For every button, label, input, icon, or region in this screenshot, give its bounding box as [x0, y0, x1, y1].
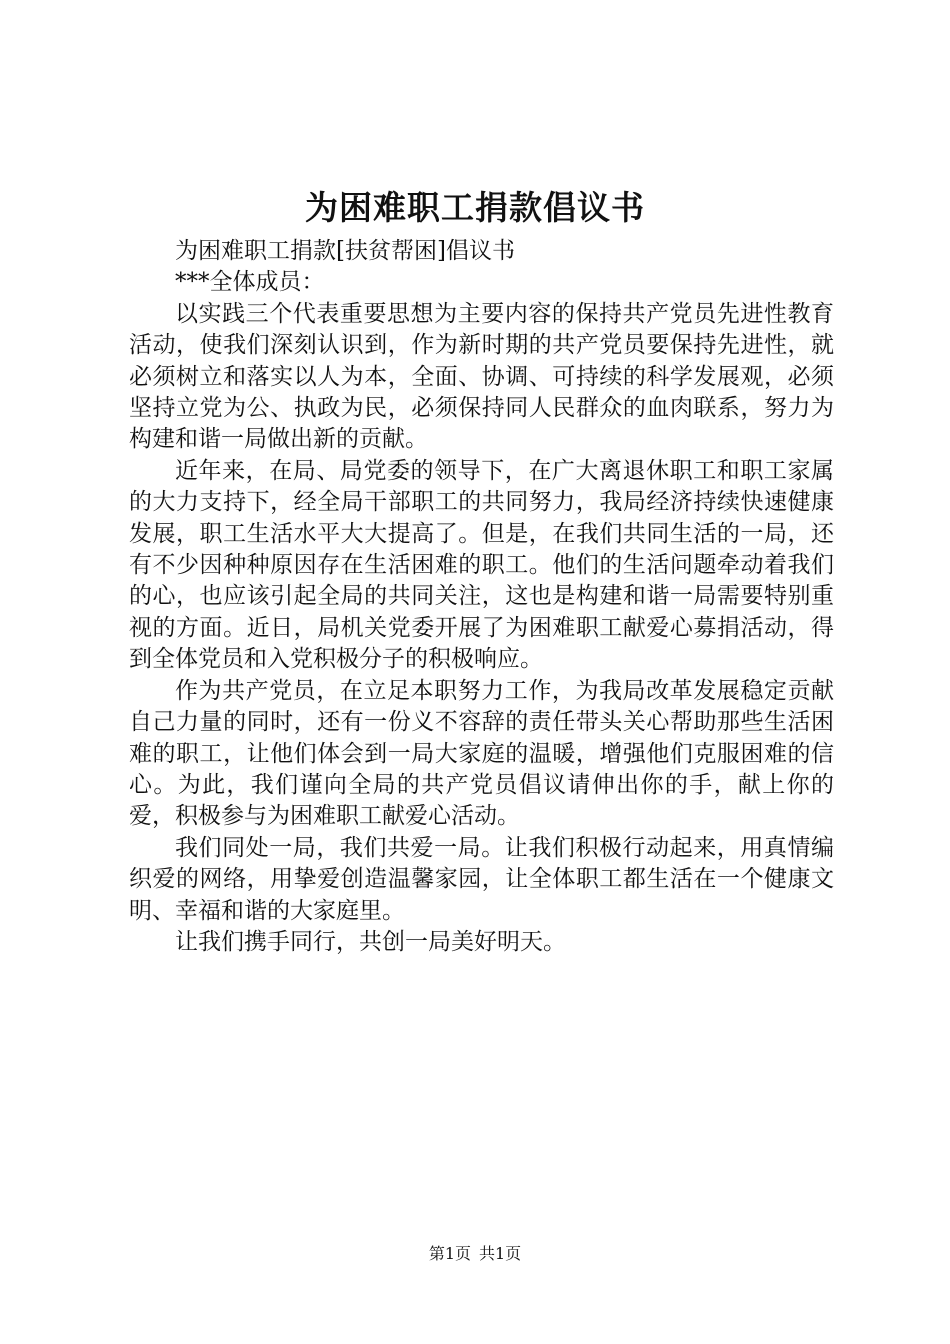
paragraph-body-2: 近年来，在局、局党委的领导下，在广大离退休职工和职工家属的大力支持下，经全局干部职工的共同努力，我局经济持续快速健康发展，职工生活水平大大提高了。但是，在我们共同生活的一局，还有不少因种种原因存在生活困难的职工。他们的生活问题牵动着我们的心，也应该引起全局的共同关注，这也是构建和谐一局需要特别重视的方面。近日，局机关党委开展了为困难职工献爱心募捐活动，得到全体党员和入党积极分子的积极响应。: [129, 457, 834, 673]
paragraph-subtitle: 为困难职工捐款[扶贫帮困]倡议书: [175, 238, 515, 264]
paragraph-salutation: ***全体成员：: [175, 269, 325, 296]
document-title: 为困难职工捐款倡议书: [305, 188, 645, 227]
page-footer: [0, 1243, 950, 1265]
paragraph-body-4: 我们同处一局，我们共爱一局。让我们积极行动起来，用真情编织爱的网络，用挚爱创造温馨家园，让全体职工都生活在一个健康文明、幸福和谐的大家庭里。: [129, 834, 834, 924]
page-number: 第1页: [428, 1244, 471, 1263]
page-total: 共1页: [479, 1244, 522, 1263]
paragraph-body-3: 作为共产党员，在立足本职努力工作，为我局改革发展稳定贡献自己力量的同时，还有一份义不容辞的责任带头关心帮助那些生活困难的职工，让他们体会到一局大家庭的温暖，增强他们克服困难的信心。为此，我们谨向全局的共产党员倡议请伸出你的手，献上你的爱，积极参与为困难职工献爱心活动。: [129, 677, 834, 830]
paragraph-closing: 让我们携手同行，共创一局美好明天。: [175, 928, 566, 955]
paragraph-body-1: 以实践三个代表重要思想为主要内容的保持共产党员先进性教育活动，使我们深刻认识到，作为新时期的共产党员要保持先进性，就必须树立和落实以人为本，全面、协调、可持续的科学发展观，必须坚持立党为公、执政为民，必须保持同人民群众的血肉联系，努力为构建和谐一局做出新的贡献。: [129, 300, 834, 453]
document-body: [129, 236, 834, 958]
